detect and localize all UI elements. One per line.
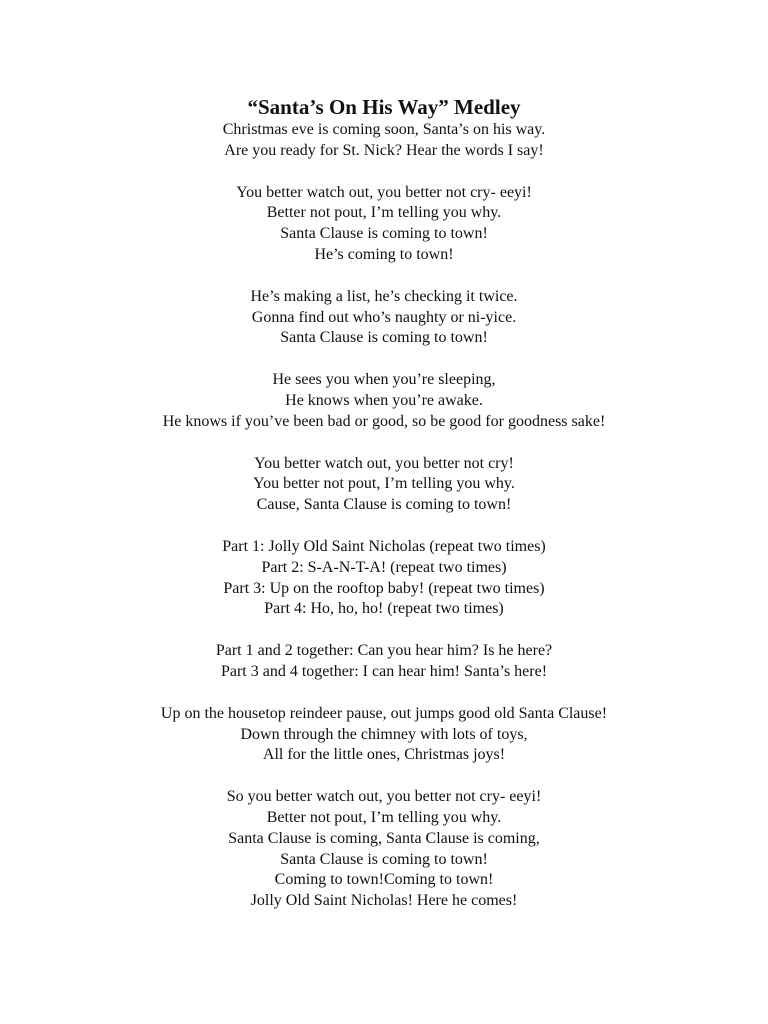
lyric-line: So you better watch out, you better not cry- eeyi! — [226, 788, 542, 806]
lyric-line: Part 4: Ho, ho, ho! (repeat two times) — [264, 600, 504, 618]
stanza-1 — [0, 120, 768, 162]
stanza-7 — [0, 641, 768, 683]
lyric-line: Part 2: S-A-N-T-A! (repeat two times) — [261, 558, 507, 576]
lyric-line: Part 3: Up on the rooftop baby! (repeat two times) — [223, 579, 545, 597]
lyric-line: Santa Clause is coming to town! — [280, 850, 488, 868]
lyric-line: Cause, Santa Clause is coming to town! — [256, 496, 512, 514]
lyric-line: Coming to town!Coming to town! — [274, 871, 494, 889]
lyric-line: You better watch out, you better not cry! — [254, 454, 514, 472]
lyric-line: You better not pout, I’m telling you why. — [253, 475, 515, 493]
lyric-line: Part 3 and 4 together: I can hear him! Santa’s here! — [220, 662, 548, 680]
lyric-line: Down through the chimney with lots of toys, — [240, 725, 528, 743]
stanza-8 — [0, 704, 768, 766]
lyric-line: He knows if you’ve been bad or good, so be good for goodness sake! — [162, 412, 606, 430]
lyric-line: You better watch out, you better not cry- eeyi! — [236, 183, 532, 201]
lyric-line: Santa Clause is coming, Santa Clause is coming, — [228, 829, 540, 847]
lyric-line: He’s making a list, he’s checking it twice. — [250, 287, 518, 305]
lyric-line: Are you ready for St. Nick? Hear the words I say! — [224, 141, 544, 159]
lyric-line: Up on the housetop reindeer pause, out jumps good old Santa Clause! — [160, 704, 608, 722]
lyric-line: Santa Clause is coming to town! — [280, 329, 488, 347]
lyric-line: He sees you when you’re sleeping, — [272, 371, 496, 389]
document-page — [0, 94, 768, 933]
stanza-2 — [0, 183, 768, 266]
lyric-line: He knows when you’re awake. — [285, 391, 483, 409]
lyric-line: He’s coming to town! — [314, 245, 454, 263]
lyric-line: Better not pout, I’m telling you why. — [266, 808, 502, 826]
lyric-line: Jolly Old Saint Nicholas! Here he comes! — [250, 892, 518, 910]
lyric-line: Part 1: Jolly Old Saint Nicholas (repeat two times) — [222, 537, 546, 555]
stanza-3 — [0, 287, 768, 349]
page-title: “Santa’s On His Way” Medley — [247, 95, 521, 119]
stanza-4 — [0, 370, 768, 432]
stanza-6 — [0, 537, 768, 620]
lyric-line: Better not pout, I’m telling you why. — [266, 204, 502, 222]
lyric-line: Part 1 and 2 together: Can you hear him? Is he here? — [215, 642, 553, 660]
lyric-line: All for the little ones, Christmas joys! — [262, 746, 506, 764]
lyric-line: Santa Clause is coming to town! — [280, 225, 488, 243]
lyric-line: Christmas eve is coming soon, Santa’s on his way. — [222, 121, 546, 138]
stanza-5 — [0, 454, 768, 516]
stanza-9 — [0, 787, 768, 912]
lyric-line: Gonna find out who’s naughty or ni-yice. — [251, 308, 517, 326]
